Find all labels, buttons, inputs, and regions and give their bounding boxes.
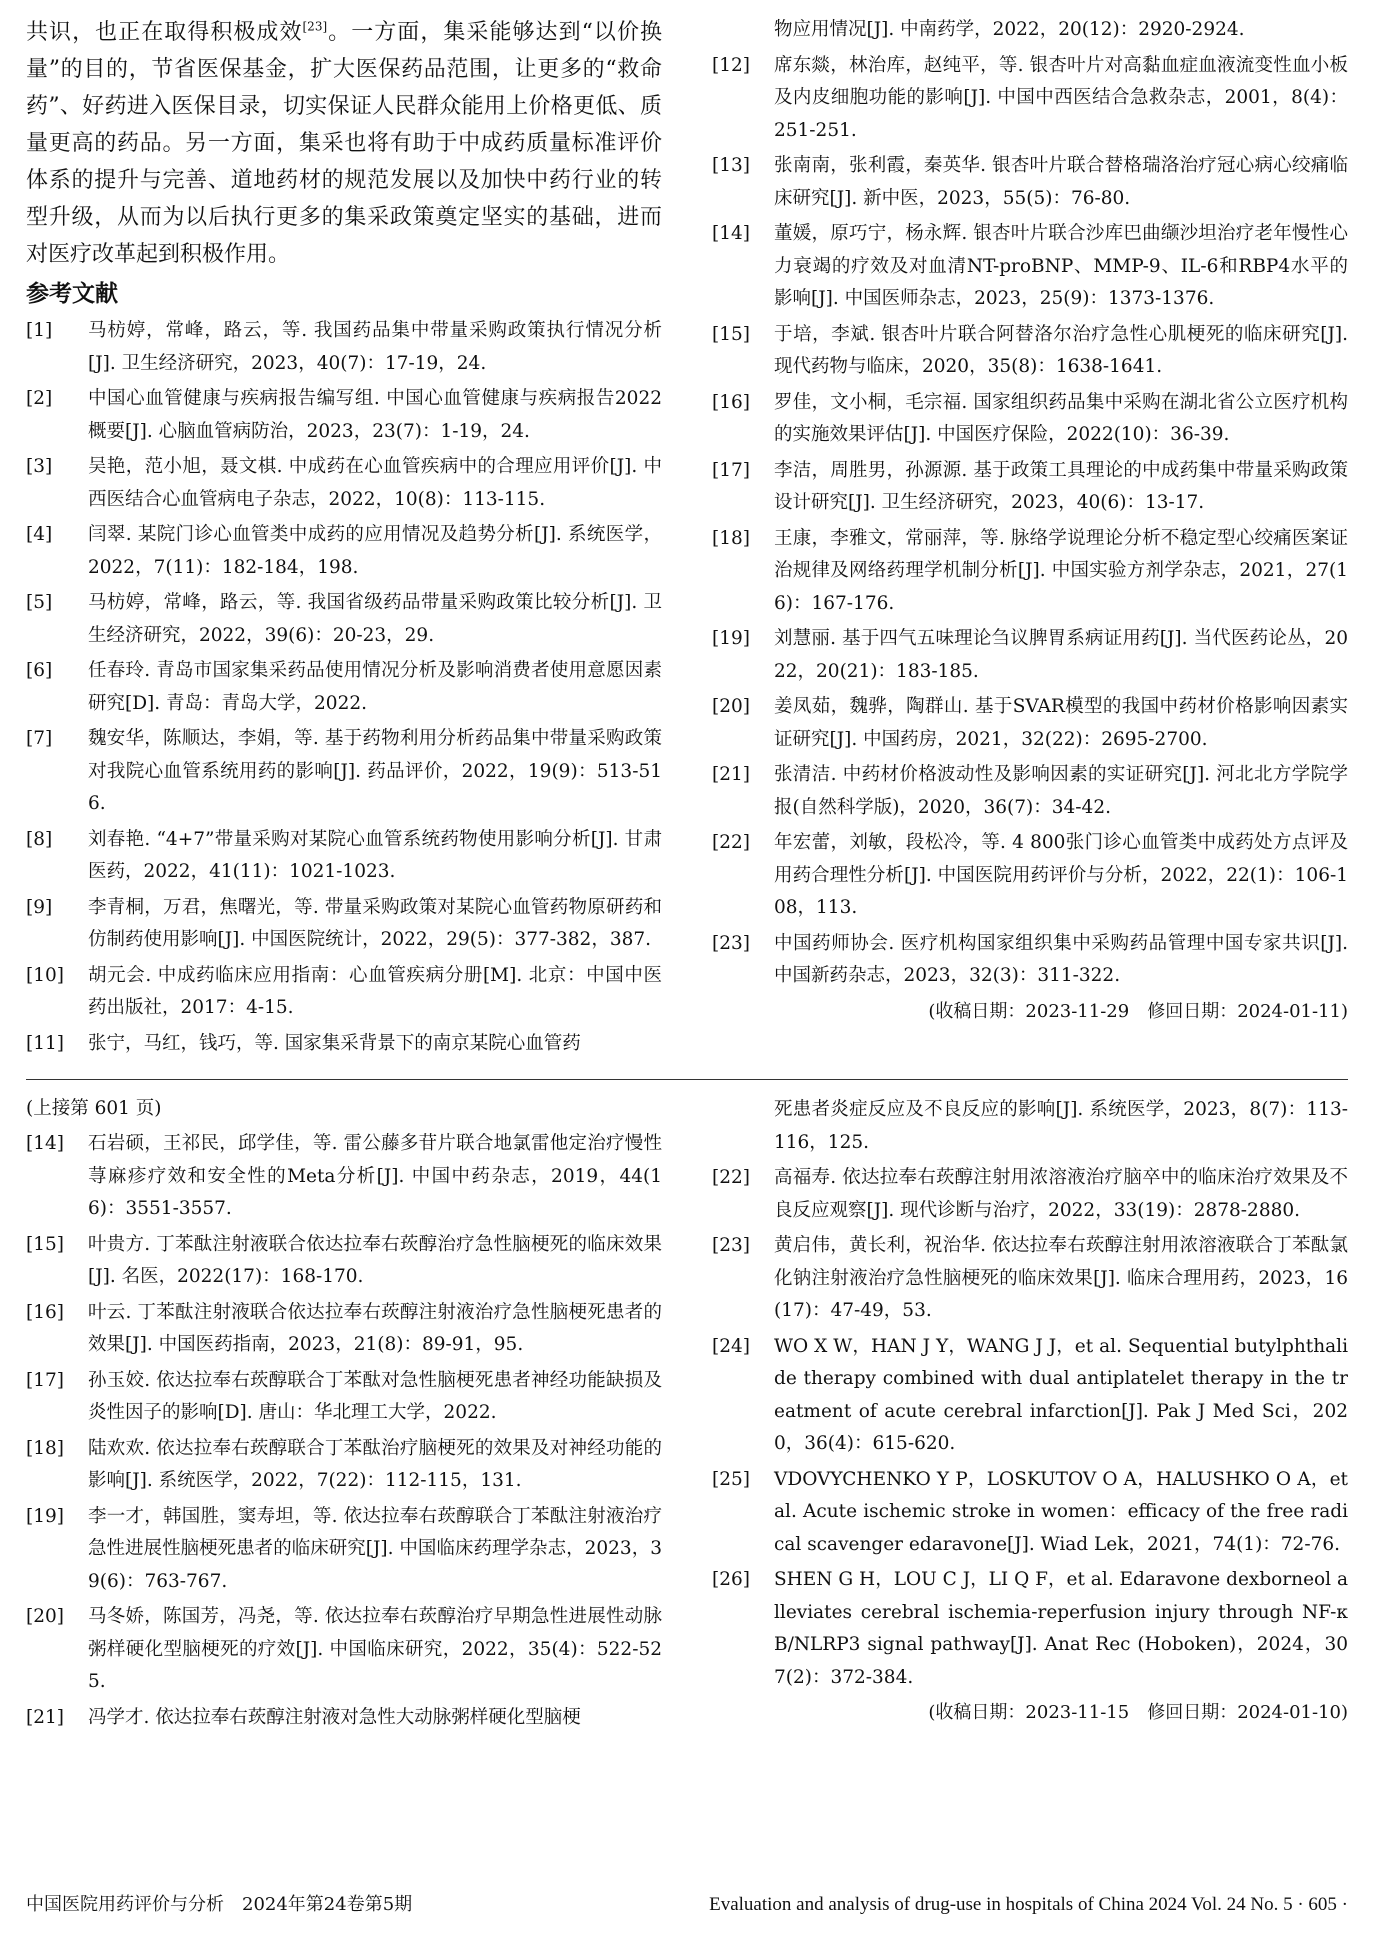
reference-item <box>712 1331 1348 1461</box>
reference-number: [14] <box>26 1133 64 1154</box>
reference-item <box>712 1464 1348 1562</box>
reference-text: 于培，李斌. 银杏叶片联合阿替洛尔治疗急性心肌梗死的临床研究[J]. 现代药物与临床，2020，35(8)：1638-1641. <box>774 323 1348 377</box>
reference-item <box>712 150 1348 215</box>
reference-number: [17] <box>712 459 750 481</box>
bottom-right-column <box>712 1094 1348 1737</box>
reference-number: [4] <box>26 524 53 545</box>
reference-number: [20] <box>712 696 750 717</box>
intro-paragraph <box>26 14 662 273</box>
reference-number: [25] <box>712 1468 750 1490</box>
reference-item <box>712 691 1348 756</box>
reference-item <box>712 1162 1348 1227</box>
reference-item <box>26 1297 662 1362</box>
reference-number: [5] <box>26 592 53 613</box>
reference-number: [10] <box>26 964 64 986</box>
references-heading: 参考文献 <box>26 281 118 307</box>
reference-item <box>712 827 1348 925</box>
reference-list <box>26 1128 662 1734</box>
reference-text: 冯学才. 依达拉奉右莰醇注射液对急性大动脉粥样硬化型脑梗 <box>88 1706 581 1728</box>
reference-text: 陆欢欢. 依达拉奉右莰醇联合丁苯酞治疗脑梗死的效果及对神经功能的影响[J]. 系统医学，2022，7(22)：112-115，131. <box>88 1437 662 1491</box>
reference-item <box>26 451 662 516</box>
reference-text: 胡元会. 中成药临床应用指南：心血管疾病分册[M]. 北京：中国中医药出版社，2017：4-15. <box>88 964 662 1018</box>
reference-item <box>26 1433 662 1498</box>
reference-text: 吴艳，范小旭，聂文棋. 中成药在心血管疾病中的合理应用评价[J]. 中西医结合心血管病电子杂志，2022，10(8)：113-115. <box>88 456 662 510</box>
reference-text: 席东燚，林治库，赵纯平，等. 银杏叶片对高黏血症血液流变性血小板及内皮细胞功能的影响[J]. 中国中西医结合急救杂志，2001，8(4)：251-251. <box>774 54 1348 141</box>
reference-number: [18] <box>26 1437 64 1459</box>
reference-text: 姜凤茹，魏骅，陶群山. 基于SVAR模型的我国中药材价格影响因素实证研究[J]. 中国药房，2021，32(22)：2695-2700. <box>774 696 1348 750</box>
received-dates: (收稿日期：2023-11-29 修回日期：2024-01-11) <box>928 1000 1348 1022</box>
reference-number: [26] <box>712 1569 750 1590</box>
reference-list <box>26 315 662 1060</box>
reference-item <box>26 1601 662 1699</box>
reference-number: [15] <box>712 323 750 345</box>
reference-item <box>712 387 1348 452</box>
reference-text: 黄启伟，黄长利，祝治华. 依达拉奉右莰醇注射用浓溶液联合丁苯酞氯化钠注射液治疗急性脑梗死的临床效果[J]. 临床合理用药，2023，16(17)：47-49，53. <box>774 1235 1348 1321</box>
received-dates: (收稿日期：2023-11-15 修回日期：2024-01-10) <box>928 1702 1348 1723</box>
reference-item <box>26 1365 662 1430</box>
reference-continuation: 物应用情况[J]. 中南药学，2022，20(12)：2920-2924. <box>774 19 1245 40</box>
reference-number: [19] <box>712 628 750 649</box>
reference-number: [22] <box>712 832 750 853</box>
section-divider <box>26 1079 1348 1080</box>
reference-item <box>712 218 1348 316</box>
reference-continuation: 死患者炎症反应及不良反应的影响[J]. 系统医学，2023，8(7)：113-116，125. <box>774 1099 1348 1153</box>
reference-text: 魏安华，陈顺达，李娟，等. 基于药物利用分析药品集中带量采购政策对我院心血管系统用药的影响[J]. 药品评价，2022，19(9)：513-516. <box>88 728 662 814</box>
reference-text: 高福寿. 依达拉奉右莰醇注射用浓溶液治疗脑卒中的临床治疗效果及不良反应观察[J]. 现代诊断与治疗，2022，33(19)：2878-2880. <box>774 1167 1348 1221</box>
reference-text: 罗佳，文小桐，毛宗福. 国家组织药品集中采购在湖北省公立医疗机构的实施效果评估[J]. 中国医疗保险，2022(10)：36-39. <box>774 391 1348 445</box>
footer-journal-cn: 中国医院用药评价与分析 2024年第24卷第5期 <box>26 1894 413 1915</box>
reference-item <box>26 587 662 652</box>
reference-number: [1] <box>26 320 53 341</box>
reference-number: [6] <box>26 660 53 681</box>
reference-text: 王康，李雅文，常丽萍，等. 脉络学说理论分析不稳定型心绞痛医案证治规律及网络药理学机制分析[J]. 中国实验方剂学杂志，2021，27(16)：167-176. <box>774 527 1348 614</box>
reference-item <box>26 315 662 380</box>
reference-number: [16] <box>712 391 750 413</box>
citation-superscript: [23] <box>302 19 328 34</box>
reference-item <box>26 723 662 821</box>
reference-number: [21] <box>712 764 750 785</box>
reference-text: 刘春艳. “4+7”带量采购对某院心血管系统药物使用影响分析[J]. 甘肃医药，2022，41(11)：1021-1023. <box>88 828 662 882</box>
reference-number: [12] <box>712 54 750 76</box>
reference-text: 叶云. 丁苯酞注射液联合依达拉奉右莰醇注射液治疗急性脑梗死患者的效果[J]. 中国医药指南，2023，21(8)：89-91，95. <box>88 1301 662 1355</box>
reference-item <box>712 319 1348 384</box>
footer-journal-en: Evaluation and analysis of drug-use in hospitals of China 2024 Vol. 24 No. 5 · 605 · <box>709 1894 1348 1915</box>
reference-item <box>712 1230 1348 1328</box>
reference-number: [23] <box>712 1235 750 1256</box>
reference-text: WO X W，HAN J Y，WANG J J，et al. Sequential butylphthalide therapy combined with dual antiplatelet therapy in the treatment of acute cerebral infarction[J]. Pak J Med Sci，2020，36(4)：615-620. <box>774 1335 1348 1454</box>
reference-text: 马枋婷，常峰，路云，等. 我国药品集中带量采购政策执行情况分析[J]. 卫生经济研究，2023，40(7)：17-19，24. <box>88 320 662 374</box>
reference-text: 任春玲. 青岛市国家集采药品使用情况分析及影响消费者使用意愿因素研究[D]. 青岛：青岛大学，2022. <box>88 660 662 714</box>
reference-number: [24] <box>712 1335 750 1357</box>
journal-page <box>26 14 1348 1926</box>
reference-number: [20] <box>26 1606 64 1627</box>
reference-text: SHEN G H，LOU C J，LI Q F，et al. Edaravone dexborneol alleviates cerebral ischemia-reperfusion injury through NF-κB/NLRP3 signal pathway[J]. Anat Rec (Hoboken)，2024，307(2)：372-384. <box>774 1569 1348 1688</box>
reference-text: 闫翠. 某院门诊心血管类中成药的应用情况及趋势分析[J]. 系统医学，2022，7(11)：182-184，198. <box>88 524 662 578</box>
reference-item <box>26 1501 662 1599</box>
reference-item <box>26 960 662 1025</box>
reference-text: 石岩硕，王祁民，邱学佳，等. 雷公藤多苷片联合地氯雷他定治疗慢性荨麻疹疗效和安全性的Meta分析[J]. 中国中药杂志，2019，44(16)：3551-3557. <box>88 1133 662 1219</box>
reference-item <box>712 455 1348 520</box>
reference-item <box>26 383 662 448</box>
reference-text: 张宁，马红，钱巧，等. 国家集采背景下的南京某院心血管药 <box>88 1032 581 1054</box>
reference-number: [3] <box>26 456 53 477</box>
reference-text: 李青桐，万君，焦曙光，等. 带量采购政策对某院心血管药物原研药和仿制药使用影响[J]. 中国医院统计，2022，29(5)：377-382，387. <box>88 896 662 950</box>
reference-number: [21] <box>26 1706 64 1728</box>
reference-item <box>26 892 662 957</box>
reference-item <box>712 928 1348 993</box>
reference-item <box>712 1564 1348 1694</box>
reference-number: [22] <box>712 1167 750 1188</box>
reference-item <box>26 1702 662 1735</box>
reference-number: [9] <box>26 896 53 918</box>
reference-number: [19] <box>26 1505 64 1527</box>
reference-text: 马冬娇，陈国芳，冯尧，等. 依达拉奉右莰醇治疗早期急性进展性动脉粥样硬化型脑梗死的疗效[J]. 中国临床研究，2022，35(4)：522-525. <box>88 1606 662 1692</box>
reference-number: [17] <box>26 1369 64 1391</box>
reference-item <box>26 824 662 889</box>
reference-number: [18] <box>712 527 750 549</box>
reference-list <box>712 1162 1348 1694</box>
reference-number: [11] <box>26 1032 64 1054</box>
top-section <box>26 14 1348 1063</box>
reference-text: 中国心血管健康与疾病报告编写组. 中国心血管健康与疾病报告2022概要[J]. 心脑血管病防治，2023，23(7)：1-19，24. <box>88 388 662 442</box>
reference-text: 孙玉姣. 依达拉奉右莰醇联合丁苯酞对急性脑梗死患者神经功能缺损及炎性因子的影响[D]. 唐山：华北理工大学，2022. <box>88 1369 662 1423</box>
reference-number: [8] <box>26 828 53 850</box>
continued-from-label: (上接第 601 页) <box>26 1098 162 1119</box>
reference-text: VDOVYCHENKO Y P，LOSKUTOV O A，HALUSHKO O A，et al. Acute ischemic stroke in women：efficacy of the free radical scavenger edaravone[J]. Wiad Lek，2021，74(1)：72-76. <box>774 1468 1348 1555</box>
bottom-left-column <box>26 1094 662 1737</box>
intro-text-start: 共识，也正在取得积极成效 <box>26 20 303 45</box>
reference-item <box>26 1229 662 1294</box>
reference-number: [14] <box>712 223 750 244</box>
top-left-column <box>26 14 662 1063</box>
reference-item <box>26 655 662 720</box>
reference-item <box>26 1028 662 1061</box>
reference-item <box>712 759 1348 824</box>
reference-number: [13] <box>712 155 750 176</box>
reference-text: 张清洁. 中药材价格波动性及影响因素的实证研究[J]. 河北北方学院学报(自然科学版)，2020，36(7)：34-42. <box>774 764 1348 818</box>
reference-text: 张南南，张利霞，秦英华. 银杏叶片联合替格瑞洛治疗冠心病心绞痛临床研究[J]. 新中医，2023，55(5)：76-80. <box>774 155 1348 209</box>
page-footer <box>26 1892 1348 1918</box>
reference-text: 叶贵方. 丁苯酞注射液联合依达拉奉右莰醇治疗急性脑梗死的临床效果[J]. 名医，2022(17)：168-170. <box>88 1233 662 1287</box>
reference-item <box>26 1128 662 1226</box>
reference-text: 李洁，周胜男，孙源源. 基于政策工具理论的中成药集中带量采购政策设计研究[J]. 卫生经济研究，2023，40(6)：13-17. <box>774 459 1348 513</box>
reference-item <box>712 50 1348 148</box>
reference-text: 李一才，韩国胜，窦寿坦，等. 依达拉奉右莰醇联合丁苯酞注射液治疗急性进展性脑梗死患者的临床研究[J]. 中国临床药理学杂志，2023，39(6)：763-767. <box>88 1505 662 1592</box>
reference-item <box>712 523 1348 621</box>
reference-item <box>712 623 1348 688</box>
reference-number: [7] <box>26 728 53 749</box>
reference-text: 刘慧丽. 基于四气五味理论刍议脾胃系病证用药[J]. 当代医药论丛，2022，20(21)：183-185. <box>774 628 1348 682</box>
reference-text: 董媛，原巧宁，杨永辉. 银杏叶片联合沙库巴曲缬沙坦治疗老年慢性心力衰竭的疗效及对血清NT-proBNP、MMP-9、IL-6和RBP4水平的影响[J]. 中国医师杂志，2023，25(9)：1373-1376. <box>774 223 1348 309</box>
reference-item <box>26 519 662 584</box>
reference-number: [2] <box>26 388 53 409</box>
reference-text: 中国药师协会. 医疗机构国家组织集中采购药品管理中国专家共识[J]. 中国新药杂志，2023，32(3)：311-322. <box>774 932 1348 986</box>
reference-number: [23] <box>712 932 750 954</box>
intro-text-rest: 。一方面，集采能够达到“以价换量”的目的，节省医保基金，扩大医保药品范围，让更多的“救命药”、好药进入医保目录，切实保证人民群众能用上价格更低、质量更高的药品。另一方面，集采也将有助于中成药质量标准评价体系的提升与完善、道地药材的规范发展以及加快中药行业的转型升级，从而为以后执行更多的集采政策奠定坚实的基础，进而对医疗改革起到积极作用。 <box>26 20 662 267</box>
bottom-section <box>26 1094 1348 1737</box>
reference-number: [16] <box>26 1301 64 1323</box>
reference-text: 年宏蕾，刘敏，段松冷，等. 4 800张门诊心血管类中成药处方点评及用药合理性分析[J]. 中国医院用药评价与分析，2022，22(1)：106-108，113. <box>774 832 1348 918</box>
reference-text: 马枋婷，常峰，路云，等. 我国省级药品带量采购政策比较分析[J]. 卫生经济研究，2022，39(6)：20-23，29. <box>88 592 662 646</box>
top-right-column <box>712 14 1348 1063</box>
reference-number: [15] <box>26 1233 64 1255</box>
reference-list <box>712 50 1348 993</box>
